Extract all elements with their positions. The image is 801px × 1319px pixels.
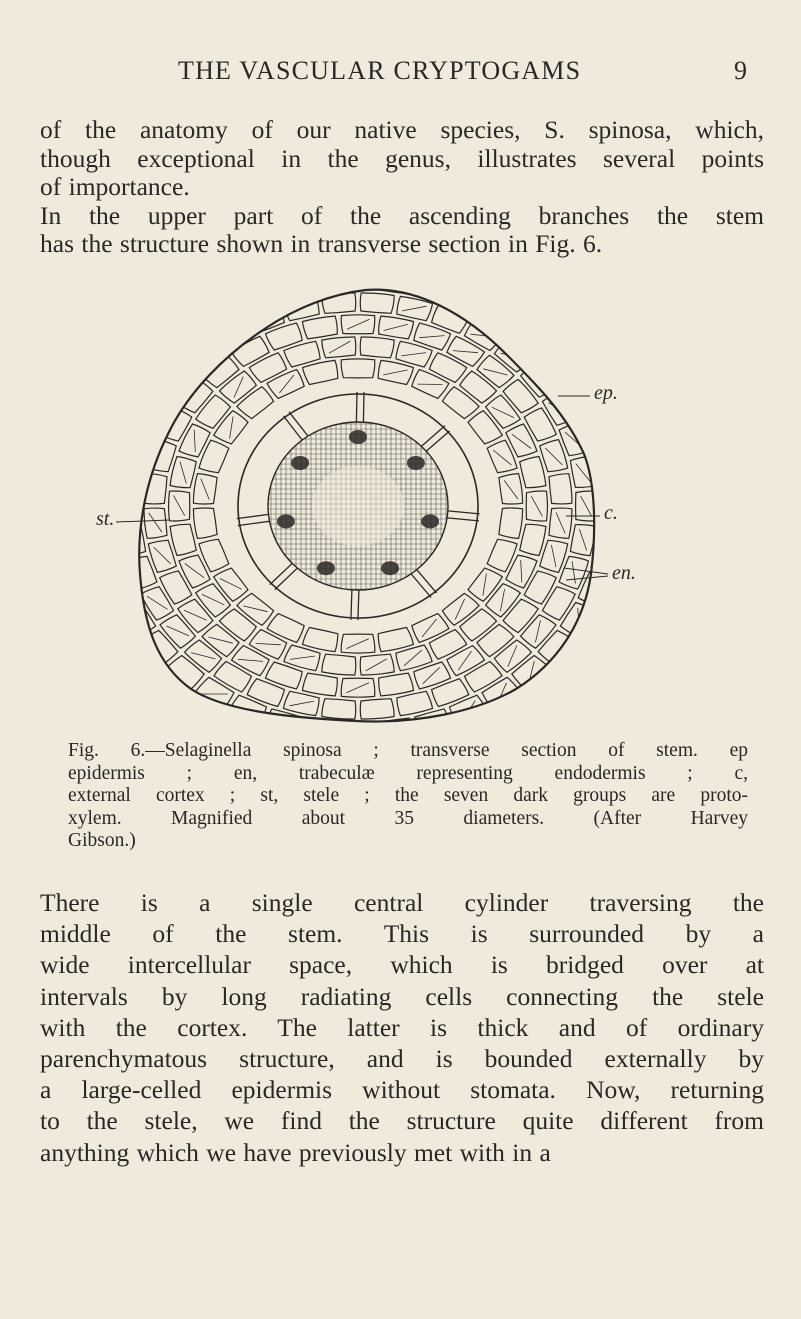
- cortex-cell: [199, 440, 229, 473]
- cortex-cell: [249, 353, 286, 383]
- cortex-cell: [193, 508, 217, 538]
- cell-wall-line: [500, 589, 504, 611]
- cell-wall-line: [209, 637, 233, 643]
- stem-cross-section-illustration: [96, 284, 686, 734]
- cortex-cell: [267, 370, 304, 399]
- protoxylem-group: [407, 456, 425, 470]
- cortex-cell: [487, 440, 517, 473]
- cortex-cell: [96, 438, 125, 471]
- text-line: though exceptional in the genus, illustrates several points: [40, 143, 764, 173]
- cortex-cell: [468, 411, 502, 444]
- cortex-cell: [263, 284, 301, 303]
- text-line: wide intercellular space, which is bridged over at: [40, 950, 764, 980]
- cell-wall-line: [346, 639, 368, 649]
- cortex-cell: [415, 709, 453, 734]
- cortex-cell: [170, 524, 196, 555]
- cell-wall-line: [104, 444, 114, 467]
- text-line: a large-celled epidermis without stomata. Now, returning: [40, 1075, 764, 1105]
- cortex-cell: [429, 353, 466, 383]
- cell-wall-line: [109, 582, 132, 596]
- cortex-cell: [625, 525, 654, 557]
- cortex-cell: [214, 320, 252, 351]
- text-line: with the cortex. The latter is thick and of ordinary: [40, 1012, 764, 1042]
- cortex-cell: [207, 284, 247, 297]
- cell-wall-line: [455, 599, 464, 620]
- cortex-cell: [487, 539, 517, 572]
- cortex-cell: [303, 316, 338, 339]
- cortex-cell: [502, 696, 543, 731]
- cortex-cell: [482, 677, 522, 711]
- cortex-cell: [143, 302, 184, 338]
- cortex-cell: [160, 364, 195, 397]
- cell-wall-line: [220, 579, 242, 590]
- caption-line: Gibson.): [68, 830, 136, 851]
- cell-wall-line: [347, 319, 370, 329]
- cortex-cell: [578, 405, 613, 440]
- label-c: c.: [604, 502, 618, 524]
- cell-wall-line: [290, 656, 315, 659]
- cortex-cell: [379, 673, 414, 696]
- cortex-cell: [214, 411, 248, 444]
- cell-wall-line: [383, 370, 407, 375]
- cell-wall-line: [149, 513, 162, 532]
- cell-wall-line: [366, 659, 387, 671]
- cell-wall-line: [241, 290, 255, 312]
- cell-wall-line: [182, 327, 188, 351]
- cortex-cell: [432, 679, 469, 707]
- cortex-cell: [503, 599, 538, 632]
- cortex-cell: [220, 609, 257, 641]
- cell-wall-line: [202, 594, 224, 604]
- cortex-cell: [303, 360, 338, 384]
- cortex-cell: [303, 628, 338, 652]
- cell-wall-line: [118, 410, 124, 434]
- cell-wall-line: [461, 701, 475, 723]
- cortex-cell: [397, 691, 433, 715]
- stele-core: [312, 466, 404, 546]
- cell-wall-line: [483, 369, 507, 375]
- stem-cross-section-figure: [96, 284, 686, 734]
- figure-caption: [68, 740, 748, 853]
- cell-wall-line: [346, 727, 369, 734]
- cell-wall-line: [238, 659, 263, 661]
- cell-wall-line: [136, 333, 139, 358]
- cell-wall-line: [508, 646, 517, 667]
- cortex-cell: [524, 408, 556, 441]
- cell-wall-line: [556, 513, 565, 534]
- cortex-cell: [96, 420, 101, 454]
- cortex-cell: [160, 615, 195, 648]
- paragraph-2: [40, 887, 764, 1168]
- cortex-cell: [540, 440, 568, 472]
- protoxylem-group: [421, 514, 439, 528]
- cortex-cell: [302, 284, 337, 294]
- cortex-cell: [560, 374, 597, 410]
- running-head: THE VASCULAR CRYPTOGAMS: [178, 56, 582, 85]
- cell-wall-line: [404, 650, 422, 666]
- cell-wall-line: [158, 351, 160, 376]
- caption-line: xylem. Magnified about 35 diameters. (After Harvey: [68, 807, 748, 829]
- cortex-cell: [194, 301, 234, 335]
- cortex-cell: [267, 614, 304, 643]
- cortex-cell: [214, 662, 252, 693]
- cortex-cell: [450, 285, 490, 317]
- cell-wall-line: [147, 596, 168, 609]
- cortex-cell: [412, 614, 449, 643]
- caption-line: epidermis ; en, trabeculæ representing endodermis ; c,: [68, 762, 748, 784]
- cortex-cell: [96, 387, 115, 422]
- cell-wall-line: [565, 342, 592, 349]
- cell-wall-line: [189, 287, 199, 310]
- text-line: intervals by long radiating cells connecting the stele: [40, 981, 764, 1011]
- page-header: [0, 56, 801, 96]
- cell-wall-line: [483, 573, 487, 595]
- cortex-cell: [465, 662, 503, 693]
- cortex-cell: [96, 356, 134, 392]
- cortex-cell: [117, 327, 157, 363]
- cell-wall-line: [256, 643, 281, 644]
- cortex-cell: [429, 630, 466, 660]
- cortex-cell: [494, 340, 531, 372]
- protoxylem-group: [291, 456, 309, 470]
- cortex-cell: [179, 555, 210, 588]
- cell-wall-line: [221, 284, 235, 292]
- cell-wall-line: [191, 653, 215, 659]
- cortex-cell: [542, 587, 575, 620]
- cortex-cell: [185, 640, 222, 672]
- cell-wall-line: [136, 380, 138, 405]
- cortex-cell: [303, 673, 338, 696]
- cell-wall-line: [602, 546, 612, 569]
- cell-wall-line: [201, 479, 209, 500]
- cortex-cell: [469, 715, 509, 734]
- cell-wall-line: [455, 299, 482, 303]
- cortex-cell: [96, 558, 101, 592]
- cortex-cell: [486, 584, 521, 617]
- cortex-cell: [164, 321, 204, 357]
- text-line: has the structure shown in transverse section in Fig. 6.: [40, 229, 603, 259]
- cell-wall-line: [422, 619, 437, 637]
- cell-wall-line: [99, 548, 119, 565]
- cell-wall-line: [581, 496, 592, 516]
- cortex-cell: [164, 656, 204, 692]
- cortex-cell: [103, 572, 138, 607]
- text-line: of importance.: [40, 172, 190, 202]
- cortex-cell: [243, 730, 282, 734]
- cortex-cell: [96, 473, 117, 504]
- cortex-cell: [237, 387, 274, 419]
- cell-wall-line: [545, 448, 562, 465]
- cortex-cell: [499, 508, 523, 538]
- cell-wall-line: [521, 560, 522, 582]
- cortex-cell: [447, 646, 485, 676]
- cell-wall-line: [579, 529, 586, 551]
- cell-wall-line: [154, 547, 171, 564]
- cell-wall-line: [493, 450, 511, 465]
- cortex-cell: [469, 284, 509, 297]
- cell-wall-line: [634, 496, 650, 517]
- cortex-cell: [524, 571, 556, 604]
- cortex-cell: [96, 541, 125, 574]
- cortex-cell: [214, 568, 248, 601]
- cortex-cell: [202, 355, 239, 387]
- cortex-cell: [196, 584, 231, 617]
- cell-wall-line: [384, 324, 408, 330]
- cell-wall-line: [329, 341, 350, 353]
- cell-wall-line: [166, 626, 189, 636]
- cortex-cell: [538, 630, 577, 666]
- cortex-cell: [486, 395, 521, 428]
- protoxylem-group: [381, 561, 399, 575]
- cortex-cell: [196, 395, 231, 428]
- cell-wall-line: [346, 683, 369, 693]
- cortex-cell: [207, 715, 247, 734]
- cortex-cell: [117, 648, 157, 684]
- text-line: of the anatomy of our native species, S. spinosa, which,: [40, 115, 764, 144]
- cortex-cell: [503, 379, 538, 412]
- cortex-cell: [341, 722, 375, 734]
- cell-wall-line: [458, 651, 471, 670]
- cortex-cell: [477, 624, 514, 656]
- cell-wall-line: [227, 326, 240, 345]
- cortex-cell: [520, 457, 546, 488]
- cortex-cell: [599, 473, 626, 504]
- cortex-cell: [468, 568, 502, 601]
- protoxylem-group: [317, 561, 335, 575]
- cortex-cell: [96, 590, 115, 625]
- cell-wall-line: [185, 564, 204, 578]
- cortex-cell: [477, 355, 514, 387]
- cortex-cell: [160, 571, 192, 604]
- cell-wall-line: [419, 336, 444, 338]
- cell-wall-line: [199, 345, 208, 366]
- cell-wall-line: [180, 713, 208, 714]
- cortex-cell: [559, 327, 599, 363]
- cortex-cell: [512, 321, 552, 357]
- cell-wall-line: [512, 434, 531, 448]
- cortex-cell: [199, 539, 229, 572]
- cortex-cell: [521, 364, 556, 397]
- cortex-cell: [502, 284, 543, 316]
- cell-wall-line: [289, 701, 314, 706]
- cortex-cell: [220, 371, 257, 403]
- cell-wall-line: [508, 299, 536, 300]
- cortex-cell: [460, 371, 497, 403]
- cortex-cell: [460, 609, 497, 641]
- caption-line: Fig. 6.—Selaginella spinosa ; transverse section of stem. ep: [68, 740, 748, 761]
- cortex-cell: [482, 301, 522, 335]
- cortex-cell: [121, 456, 146, 487]
- cell-wall-line: [230, 417, 234, 439]
- cortex-cell: [178, 599, 213, 632]
- cell-wall-line: [592, 577, 598, 601]
- cell-wall-line: [423, 667, 440, 684]
- cell-wall-line: [402, 306, 427, 311]
- cell-wall-line: [535, 620, 540, 642]
- cortex-cell: [237, 593, 274, 625]
- cortex-cell: [173, 696, 214, 731]
- cortex-cell: [148, 540, 176, 572]
- text-line: There is a single central cylinder traversing the: [40, 888, 764, 917]
- cortex-cell: [119, 491, 140, 521]
- text-line: In the upper part of the ascending branches the stem: [40, 200, 764, 230]
- cortex-cell: [532, 302, 573, 338]
- cortex-cell: [442, 387, 479, 419]
- cortex-cell: [512, 656, 552, 692]
- cortex-cell: [559, 648, 599, 684]
- cortex-cell: [442, 593, 479, 625]
- cell-wall-line: [174, 496, 185, 516]
- page-number: 9: [734, 56, 747, 85]
- cortex-cell: [601, 590, 637, 625]
- cell-wall-line: [528, 661, 534, 685]
- cell-wall-line: [501, 353, 525, 359]
- cortex-cell: [322, 699, 356, 719]
- protoxylem-group: [277, 514, 295, 528]
- cortex-cell: [141, 392, 174, 425]
- cell-wall-line: [234, 377, 243, 398]
- cortex-cell: [434, 730, 473, 734]
- label-en: en.: [612, 562, 636, 584]
- cell-wall-line: [531, 496, 542, 516]
- cortex-cell: [121, 525, 146, 556]
- cell-wall-line: [275, 284, 292, 298]
- cell-wall-line: [180, 462, 186, 484]
- cortex-cell: [506, 424, 537, 457]
- label-ep: ep.: [594, 382, 618, 404]
- cell-wall-line: [184, 610, 207, 620]
- cortex-cell: [96, 620, 134, 656]
- cell-wall-line: [243, 606, 267, 612]
- cortex-cell: [341, 359, 375, 378]
- caption-line: external cortex ; st, stele ; the seven dark groups are proto-: [68, 785, 748, 806]
- protoxylem-group: [349, 430, 367, 444]
- cortex-cell: [615, 420, 648, 454]
- cortex-cell: [625, 455, 654, 487]
- cortex-cell: [582, 620, 620, 656]
- text-line: parenchymatous structure, and is bounded externally by: [40, 1044, 764, 1074]
- cell-wall-line: [176, 370, 181, 392]
- cortex-cell: [520, 524, 546, 555]
- text-line: to the stele, we find the structure quite different from: [40, 1106, 764, 1136]
- cell-wall-line: [259, 311, 275, 328]
- cell-wall-line: [401, 353, 426, 356]
- cell-wall-line: [194, 430, 195, 452]
- cortex-cell: [560, 603, 597, 639]
- cortex-cell: [494, 640, 531, 672]
- cortex-cell: [103, 405, 138, 440]
- cortex-cell: [378, 628, 413, 652]
- cortex-cell: [173, 284, 214, 316]
- text-line: middle of the stem. This is surrounded by a: [40, 919, 764, 949]
- cortex-cell: [360, 293, 394, 313]
- text-line: anything which we have previously met with in a: [40, 1137, 551, 1167]
- cortex-cell: [549, 474, 572, 504]
- cortex-cell: [360, 699, 394, 719]
- cortex-cell: [591, 438, 622, 471]
- cortex-cell: [128, 423, 157, 456]
- cortex-cell: [322, 654, 356, 675]
- cortex-cell: [629, 491, 655, 522]
- paragraph-1: [40, 116, 764, 259]
- cell-wall-line: [492, 407, 514, 417]
- cortex-cell: [538, 346, 577, 382]
- cell-wall-line: [572, 561, 575, 583]
- cell-wall-line: [504, 480, 518, 499]
- cell-wall-line: [96, 600, 109, 614]
- cortex-cell: [360, 337, 394, 358]
- cell-wall-line: [551, 545, 556, 567]
- cortex-cell: [160, 408, 192, 441]
- cortex-cell: [202, 624, 239, 656]
- label-st: st.: [96, 508, 115, 530]
- cortex-cell: [118, 374, 155, 410]
- cell-wall-line: [420, 285, 447, 292]
- cortex-cell: [247, 679, 284, 707]
- cortex-cell: [139, 346, 178, 382]
- cortex-cell: [532, 674, 573, 710]
- cell-wall-line: [453, 351, 478, 353]
- cell-wall-line: [279, 375, 294, 393]
- cortex-cell: [232, 336, 270, 366]
- cortex-cell: [227, 285, 267, 317]
- cell-wall-line: [141, 428, 144, 450]
- cell-wall-line: [386, 723, 406, 734]
